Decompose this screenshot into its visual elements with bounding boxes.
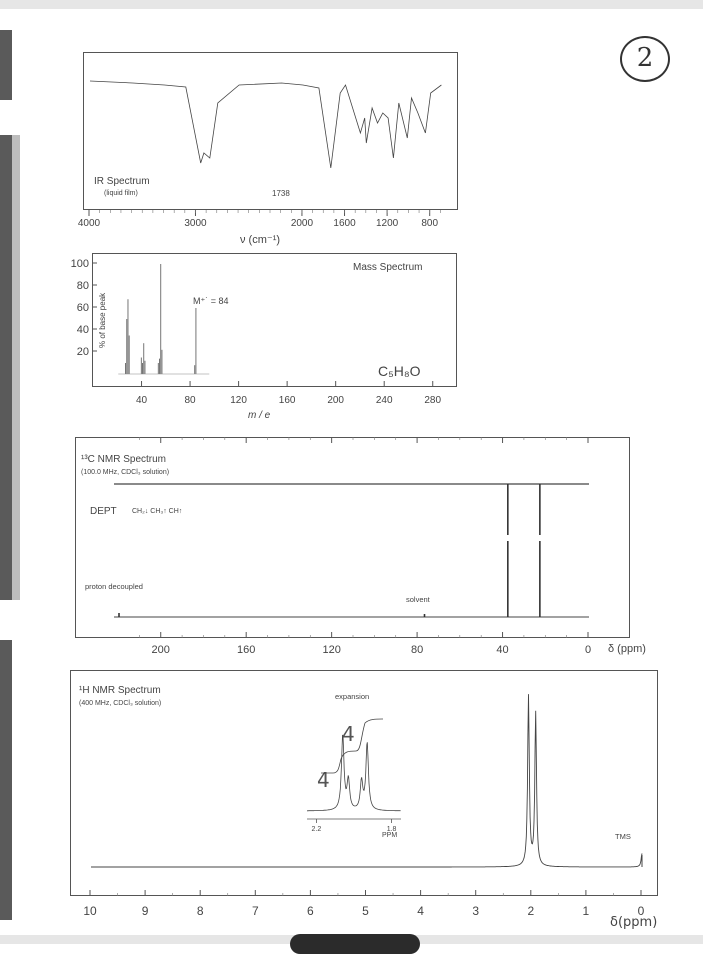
c13-x-tick-label: 0 bbox=[584, 644, 592, 656]
binder-mark bbox=[0, 135, 12, 600]
h1-x-tick-label: 8 bbox=[196, 904, 204, 918]
h1-x-tick-label: 7 bbox=[251, 904, 259, 918]
h1-x-tick-label: 1 bbox=[582, 904, 590, 918]
c13-x-tick-label: 80 bbox=[410, 644, 424, 656]
ir-x-tick-label: 3000 bbox=[184, 218, 207, 229]
proton-decoupled-label: proton decoupled bbox=[85, 582, 143, 591]
expansion-tick-label: 2.2 bbox=[311, 826, 322, 833]
top-edge bbox=[0, 0, 703, 9]
dept-label: DEPT bbox=[90, 506, 117, 517]
ir-x-tick-label: 1600 bbox=[333, 218, 356, 229]
c13-title: ¹³C NMR Spectrum bbox=[81, 454, 167, 465]
h1-x-tick-label: 3 bbox=[472, 904, 480, 918]
h1-subtitle: (400 MHz, CDCl₃ solution) bbox=[79, 700, 162, 707]
expansion-unit: PPM bbox=[382, 832, 398, 839]
h1-x-tick-label: 9 bbox=[141, 904, 149, 918]
c13-x-unit: δ (ppm) bbox=[608, 643, 646, 655]
binder-mark bbox=[0, 640, 12, 920]
h1-title: ¹H NMR Spectrum bbox=[79, 685, 161, 696]
ms-x-tick-label: 80 bbox=[184, 395, 196, 406]
ir-x-tick-label: 800 bbox=[421, 218, 439, 229]
h1-x-tick-label: 5 bbox=[362, 904, 369, 918]
ms-molecular-ion: M⁺˙ = 84 bbox=[193, 296, 229, 306]
ms-x-tick-label: 120 bbox=[230, 395, 247, 406]
ir-x-tick-label: 2000 bbox=[290, 218, 314, 229]
h1-x-tick-label: 2 bbox=[527, 904, 535, 918]
ms-x-tick-label: 200 bbox=[327, 395, 345, 406]
ms-y-tick-label: 100 bbox=[70, 258, 89, 270]
ir-spectrum-plot bbox=[84, 53, 459, 211]
ms-x-tick-label: 40 bbox=[135, 395, 148, 406]
solvent-label: solvent bbox=[406, 595, 430, 604]
ms-x-tick-label: 280 bbox=[424, 395, 442, 406]
ms-title: Mass Spectrum bbox=[353, 262, 423, 273]
ms-y-label: % of base peak bbox=[98, 292, 107, 348]
binder-shadow bbox=[12, 135, 20, 600]
ms-y-tick-label: 80 bbox=[76, 280, 89, 292]
h1-trace bbox=[91, 694, 642, 867]
c13-subtitle: (100.0 MHz, CDCl₃ solution) bbox=[81, 469, 170, 476]
h1-x-tick-label: 4 bbox=[417, 904, 424, 918]
ir-peak-label: 1738 bbox=[272, 189, 290, 198]
binder-mark bbox=[0, 30, 12, 100]
c13-x-tick-label: 40 bbox=[496, 644, 509, 656]
c13-x-tick-label: 120 bbox=[322, 644, 341, 656]
h1-x-tick-label: 6 bbox=[307, 904, 314, 918]
dept-legend: CH₂↓ CH₃↑ CH↑ bbox=[132, 508, 183, 515]
ir-x-tick-label: 1200 bbox=[375, 218, 399, 229]
ir-trace bbox=[90, 81, 441, 168]
mass-spectrum-panel bbox=[92, 253, 457, 387]
ir-subtitle: (liquid film) bbox=[104, 190, 138, 197]
h1-nmr-plot bbox=[71, 671, 659, 897]
ir-x-label: ν (cm⁻¹) bbox=[240, 234, 281, 246]
h1-x-unit: δ(ppm) bbox=[610, 915, 658, 930]
c13-x-tick-label: 160 bbox=[237, 644, 256, 656]
h1-x-tick-label: 10 bbox=[83, 904, 97, 918]
ms-y-tick-label: 20 bbox=[76, 346, 89, 358]
ir-x-tick-label: 4000 bbox=[77, 218, 101, 229]
h1-x-tick-label: 0 bbox=[637, 904, 645, 918]
c13-nmr-panel bbox=[75, 437, 630, 638]
ms-x-tick-label: 240 bbox=[375, 395, 393, 406]
c13-nmr-plot bbox=[76, 438, 631, 639]
ms-x-label: m / e bbox=[248, 410, 271, 421]
ms-y-tick-label: 40 bbox=[76, 324, 89, 336]
expansion-tick-label: 1.8 bbox=[386, 826, 397, 833]
ir-spectrum-panel bbox=[83, 52, 458, 210]
ms-y-tick-label: 60 bbox=[76, 302, 89, 314]
ms-x-tick-label: 160 bbox=[278, 395, 296, 406]
ir-title: IR Spectrum bbox=[94, 176, 150, 187]
integral-b: 4 bbox=[342, 722, 355, 746]
page-number: 2 bbox=[620, 36, 670, 82]
ms-formula: C₅H₈O bbox=[378, 363, 421, 379]
c13-x-tick-label: 200 bbox=[151, 644, 170, 656]
h1-nmr-panel bbox=[70, 670, 658, 896]
expansion-label: expansion bbox=[335, 692, 370, 701]
integral-a: 4 bbox=[317, 768, 330, 792]
mass-spectrum-plot bbox=[93, 254, 458, 388]
scroll-handle[interactable] bbox=[290, 934, 420, 954]
tms-label: TMS bbox=[615, 832, 631, 841]
